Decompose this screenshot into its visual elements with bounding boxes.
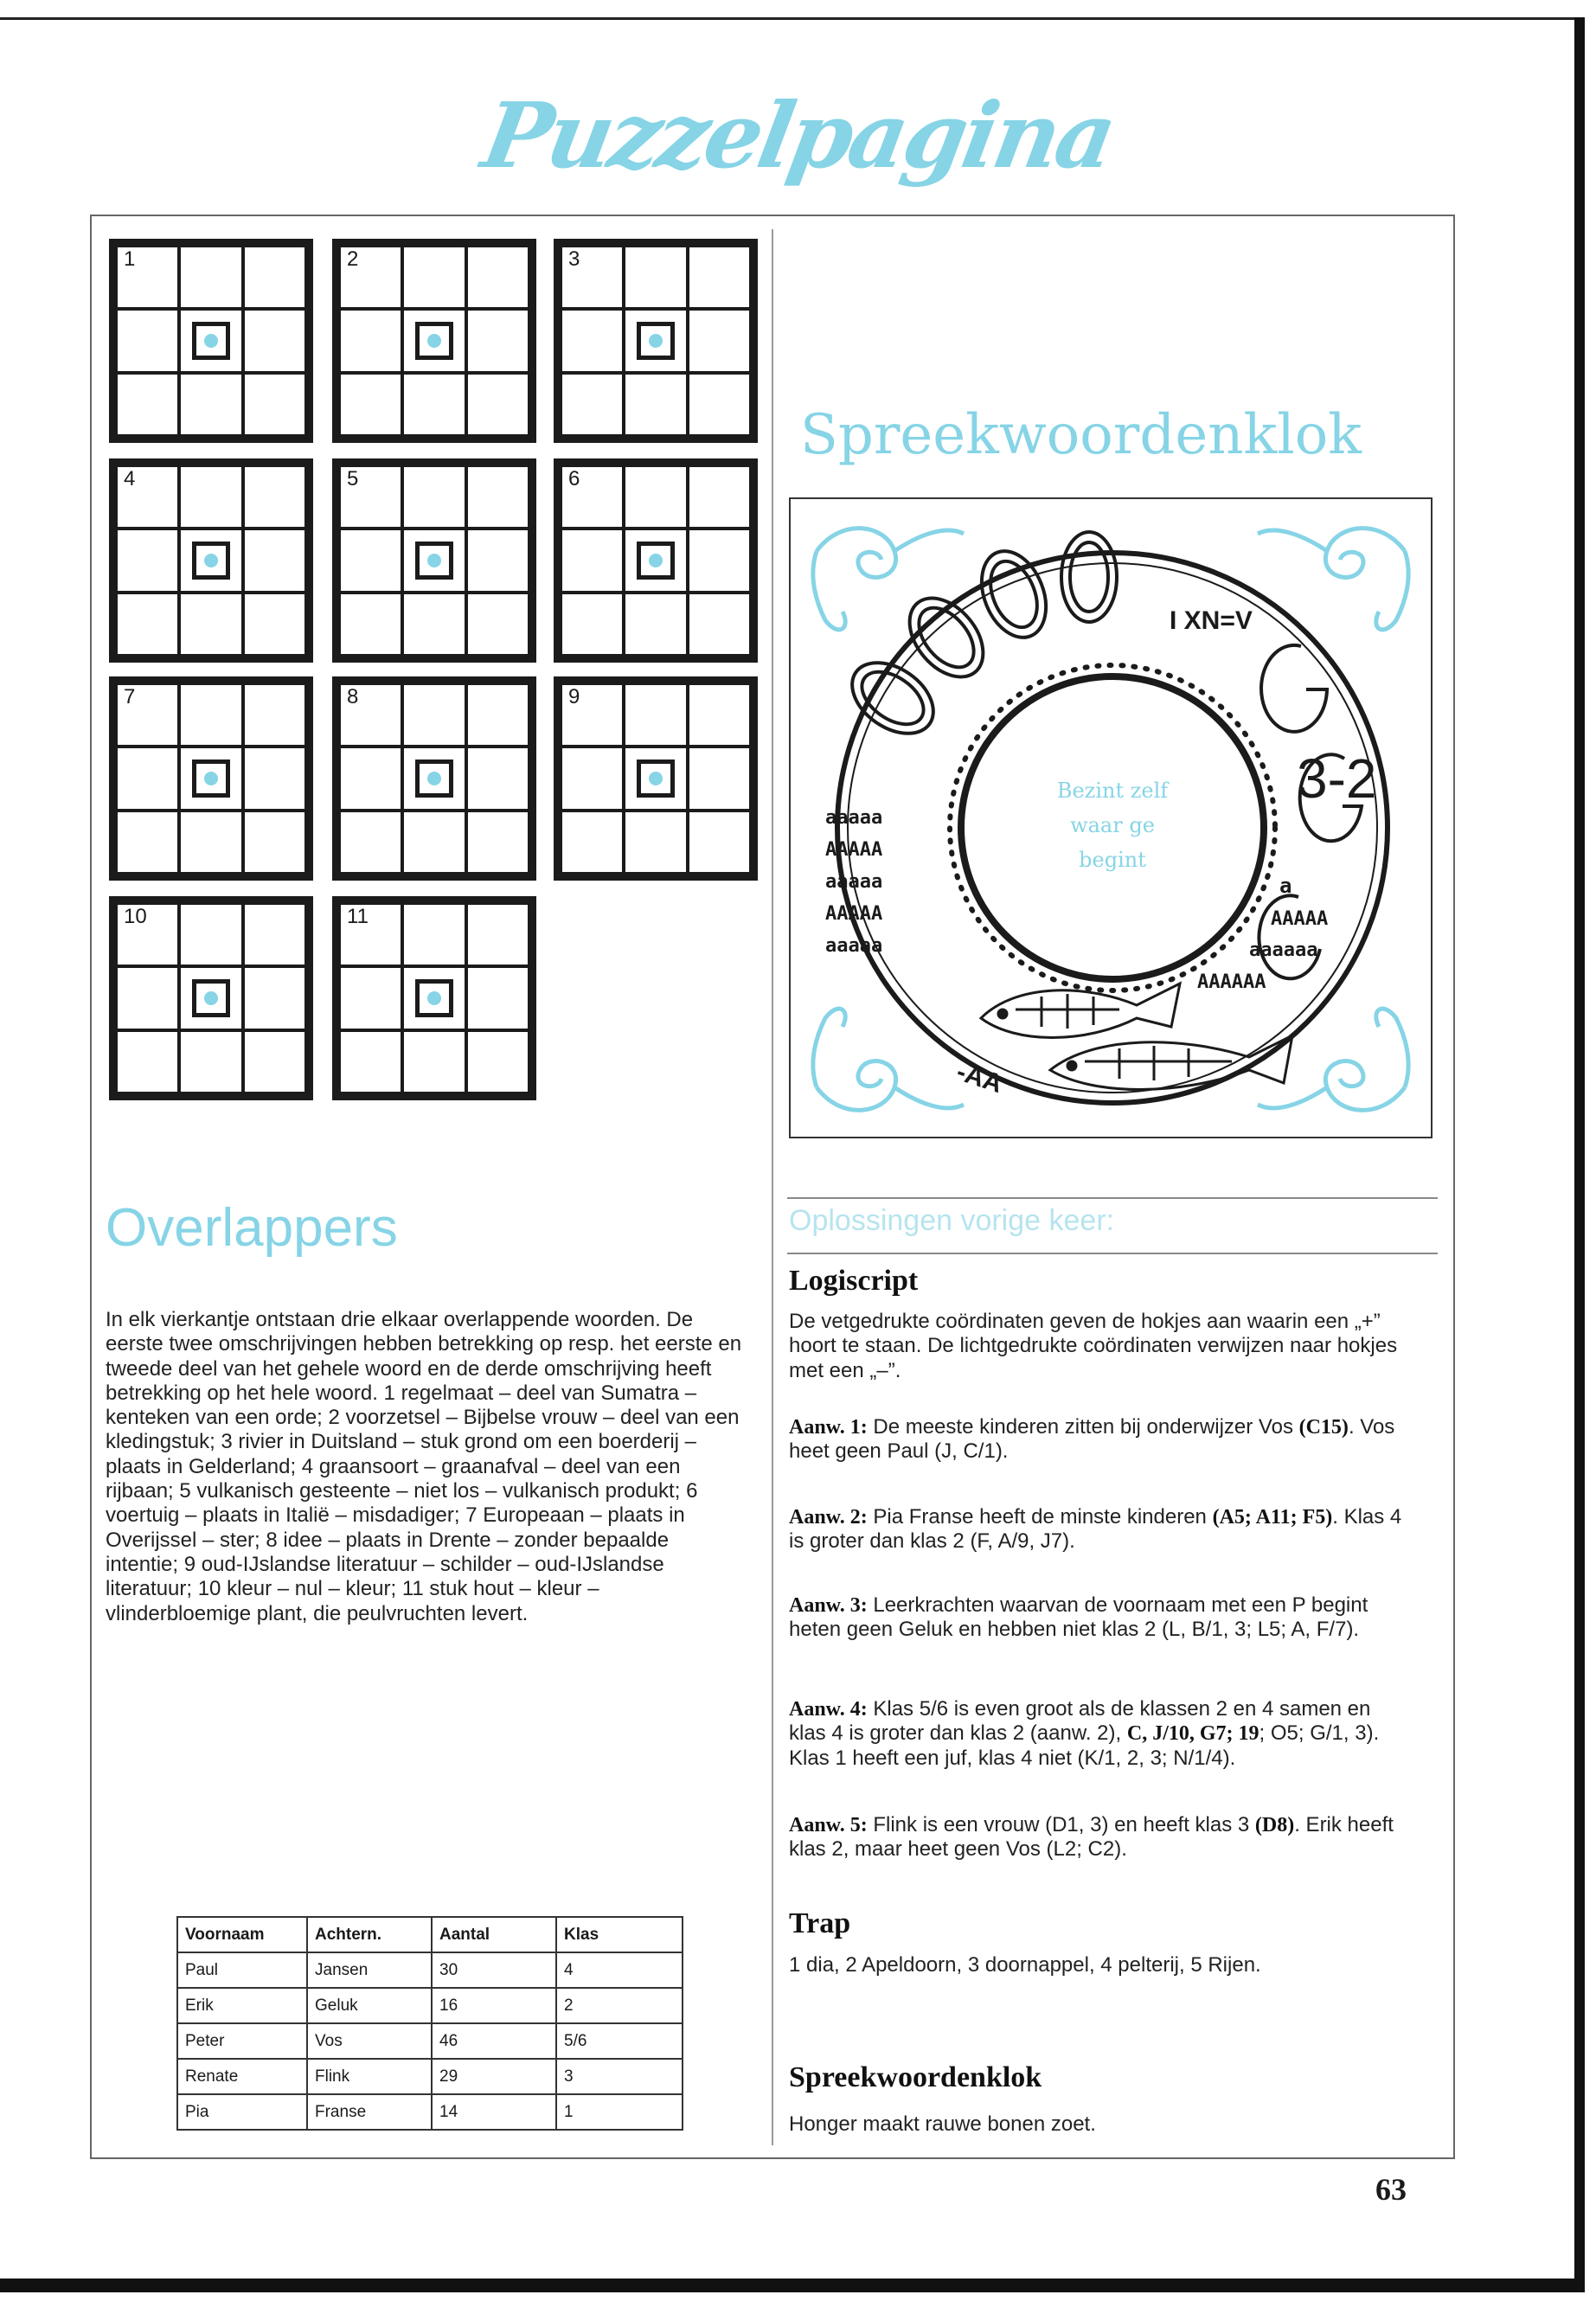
rebus-right-a: a xyxy=(1279,874,1292,898)
grid-cell xyxy=(688,747,751,810)
grid-cell xyxy=(466,246,529,309)
column-divider xyxy=(772,229,773,2145)
grid-cell xyxy=(561,593,624,656)
grid-cell xyxy=(466,465,529,529)
center-dot-icon xyxy=(204,991,218,1005)
grid-cell xyxy=(179,373,242,436)
rebus-left-row: aaaaa xyxy=(825,871,883,893)
table-row xyxy=(177,1952,683,1988)
grid-cell xyxy=(339,309,402,372)
center-dot-icon xyxy=(649,554,663,567)
table-cell: Erik xyxy=(177,1988,307,2023)
table-row xyxy=(177,2059,683,2094)
rebus-letter-o-inner xyxy=(908,598,984,677)
table-cell: Franse xyxy=(307,2094,432,2130)
rebus-right-row: AAAAAA xyxy=(1197,971,1266,993)
grid-cell xyxy=(466,903,529,966)
table-cell: Paul xyxy=(177,1952,307,1988)
rebus-top: I XN=V xyxy=(1170,606,1253,635)
ornament-icon xyxy=(1258,529,1405,578)
center-dot-icon xyxy=(649,772,663,785)
hint-paragraph xyxy=(789,1505,1407,1554)
grid-center-cell xyxy=(402,309,465,372)
hint-text: De meeste kinderen zitten bij onderwijzer Vos xyxy=(873,1415,1293,1439)
page-number: 63 xyxy=(1375,2172,1407,2207)
table-cell: 2 xyxy=(556,1988,683,2023)
page-edge-right xyxy=(1574,17,1585,2292)
grid-cell xyxy=(116,1030,179,1093)
grid-cell xyxy=(243,903,306,966)
rebus-left-row: AAAAA xyxy=(825,903,883,925)
grid-cell xyxy=(339,593,402,656)
hint-coordinates: (C15) xyxy=(1298,1416,1349,1439)
center-dot-icon xyxy=(204,772,218,785)
clock-center-text: waar ge xyxy=(1070,813,1155,837)
grid-cell xyxy=(466,373,529,436)
table-cell: 29 xyxy=(432,2059,556,2094)
grid-cell xyxy=(116,811,179,874)
hint-text: Pia Franse heeft de minste kinderen xyxy=(873,1505,1207,1529)
hint-text: Flink is een vrouw (D1, 3) en heeft klas 3 xyxy=(873,1813,1250,1836)
grid-number: 10 xyxy=(121,905,150,929)
grid-cell xyxy=(243,1030,306,1093)
hint-label: Aanw. 3: xyxy=(789,1594,868,1617)
spreekwoord-heading: Spreekwoordenklok xyxy=(789,2061,1042,2093)
grid-number: 2 xyxy=(344,247,361,272)
grid-center-cell xyxy=(179,966,242,1029)
rebus-left-row: AAAAA xyxy=(825,839,883,861)
grid-cell xyxy=(243,683,306,747)
grid-cell xyxy=(624,593,687,656)
grid-cell xyxy=(116,373,179,436)
hint-paragraph xyxy=(789,1813,1407,1862)
table-cell: Flink xyxy=(307,2059,432,2094)
overlappers-clues: 1 regelmaat – deel van Sumatra – kenteken van een orde; 2 voorzetsel – Bijbelse vrouw – deel van een kledingstuk; 3 rivier in Duitsland – stuk grond om een boerderij – plaats in Gelderland; 4 graansoort – graanafval – deel van een rijbaan; 5 vulkanisch gesteente – niet los – vulkanisch produkt; 6 voertuig – plaats in Italië – misdadiger; 7 Europeaan – plaats in Overijssel – ster; 8 idee – plaats in Drente – zonder bepaalde intentie; 9 oud-IJslandse literatuur – schilder – oud-IJslandse literatuur; 10 kleur – nul – kleur; 11 stuk hout – kleur – vlinderbloemige plant, die peulvruchten levert. xyxy=(106,1381,740,1625)
grid-center-cell xyxy=(179,747,242,810)
solutions-title: Oplossingen vorige keer: xyxy=(789,1204,1115,1237)
spreekwoordenklok-title: Spreekwoordenklok xyxy=(800,403,1362,467)
grid-number: 5 xyxy=(344,467,361,491)
rebus-right: 3-2 xyxy=(1297,747,1377,810)
grid-cell xyxy=(561,309,624,372)
table-cell: 30 xyxy=(432,1952,556,1988)
grid-center-cell xyxy=(402,747,465,810)
puzzle-grid xyxy=(554,676,758,881)
grid-number: 1 xyxy=(121,247,138,272)
grid-cell xyxy=(402,246,465,309)
grid-cell xyxy=(243,529,306,592)
grid-cell xyxy=(402,811,465,874)
rebus-letter-o-inner xyxy=(852,661,933,734)
grid-cell xyxy=(466,747,529,810)
hint-paragraph xyxy=(789,1415,1407,1465)
center-dot-icon xyxy=(427,772,441,785)
grid-cell xyxy=(466,811,529,874)
table-row xyxy=(177,2023,683,2059)
hint-text-end: ; O5; G/1, 3). Klas 1 heeft een juf, klas 4 niet (K/1, 2, 3; N/1/4). xyxy=(789,1721,1380,1770)
grid-cell xyxy=(624,246,687,309)
hint-text-end: . Klas 4 is groter dan klas 2 (F, A/9, J7). xyxy=(789,1505,1402,1554)
grid-cell xyxy=(179,1030,242,1093)
table-cell: Peter xyxy=(177,2023,307,2059)
grid-cell xyxy=(402,593,465,656)
overlappers-intro: In elk vierkantje ontstaan drie elkaar overlappende woorden. De eerste twee omschrijvingen hebben betrekking op resp. het eerste en tweede deel van het gehele woord en de derde omschrijving heeft betrekking op het hele woord. xyxy=(106,1308,742,1405)
grid-cell xyxy=(466,683,529,747)
grid-cell xyxy=(179,903,242,966)
table-header: Aantal xyxy=(432,1917,556,1952)
table-cell: 14 xyxy=(432,2094,556,2130)
hint-paragraph xyxy=(789,1593,1407,1643)
hint-paragraph xyxy=(789,1697,1407,1771)
grid-cell xyxy=(179,593,242,656)
grid-number: 9 xyxy=(566,685,582,709)
grid-cell xyxy=(339,1030,402,1093)
grid-cell xyxy=(688,529,751,592)
ornament-icon xyxy=(1376,1009,1408,1087)
grid-cell xyxy=(402,465,465,529)
puzzle-grid xyxy=(332,239,536,443)
hint-text: Leerkrachten waarvan de voornaam met een P begint heten geen Geluk en hebben niet klas 2 (L, B/1, 3; L5; A, F/7). xyxy=(789,1593,1368,1642)
ornament-icon xyxy=(813,551,845,630)
grid-cell xyxy=(339,811,402,874)
ornament-icon xyxy=(817,529,964,578)
logiscript-intro: De vetgedrukte coördinaten geven de hokjes aan waarin een „+” hoort te staan. De lichtgedrukte coördinaten verwijzen naar hokjes met een „–”. xyxy=(789,1310,1398,1382)
table-header: Voornaam xyxy=(177,1917,307,1952)
grid-cell xyxy=(688,811,751,874)
overlappers-title: Overlappers xyxy=(106,1198,398,1258)
grid-center-cell xyxy=(179,529,242,592)
hint-text: Klas 5/6 is even groot als de klassen 2 en 4 samen en klas 4 is groter dan klas 2 (aanw. 2), xyxy=(789,1697,1371,1746)
puzzle-grid xyxy=(332,896,536,1100)
ornament-icon xyxy=(813,1009,845,1087)
ornament-icon xyxy=(1376,551,1408,630)
grid-number: 11 xyxy=(344,905,371,929)
center-dot-icon xyxy=(427,554,441,567)
grid-cell xyxy=(466,966,529,1029)
spreekwoord-text: Honger maakt rauwe bonen zoet. xyxy=(789,2112,1096,2136)
page-edge-top xyxy=(0,17,1585,20)
rebus-bottom: -AA xyxy=(952,1057,1006,1099)
grid-cell xyxy=(116,747,179,810)
grid-center-cell xyxy=(624,309,687,372)
puzzle-grid xyxy=(332,676,536,881)
hint-label: Aanw. 2: xyxy=(789,1506,868,1529)
table-cell: 16 xyxy=(432,1988,556,2023)
grid-cell xyxy=(688,309,751,372)
solution-table xyxy=(176,1916,683,2131)
rebus-letter-g xyxy=(1261,645,1327,732)
center-dot-icon xyxy=(427,991,441,1005)
grid-cell xyxy=(624,811,687,874)
ornament-icon xyxy=(817,1061,964,1111)
grid-number: 6 xyxy=(566,467,582,491)
grid-center-cell xyxy=(402,966,465,1029)
table-cell: 1 xyxy=(556,2094,683,2130)
hint-text-end: . Erik heeft klas 2, maar heet geen Vos (L2; C2). xyxy=(789,1813,1394,1862)
grid-number: 7 xyxy=(121,685,138,709)
grid-cell xyxy=(339,529,402,592)
grid-cell xyxy=(466,1030,529,1093)
grid-cell xyxy=(243,309,306,372)
page-title: Puzzelpagina xyxy=(475,82,1121,189)
center-dot-icon xyxy=(427,334,441,348)
grid-number: 4 xyxy=(121,467,138,491)
grid-cell xyxy=(116,966,179,1029)
center-dot-icon xyxy=(649,334,663,348)
hint-label: Aanw. 1: xyxy=(789,1416,868,1439)
table-cell: Vos xyxy=(307,2023,432,2059)
table-header: Achtern. xyxy=(307,1917,432,1952)
hint-coordinates: C, J/10, G7; 19 xyxy=(1126,1722,1259,1746)
table-cell: Jansen xyxy=(307,1952,432,1988)
grid-center-cell xyxy=(624,747,687,810)
grid-cell xyxy=(243,966,306,1029)
grid-number: 8 xyxy=(344,685,361,709)
rebus-right-row: AAAAA xyxy=(1271,908,1329,930)
trap-text: 1 dia, 2 Apeldoorn, 3 doornappel, 4 pelterij, 5 Rijen. xyxy=(789,1953,1261,1977)
table-row xyxy=(177,1988,683,2023)
fish-icon xyxy=(981,984,1180,1038)
grid-cell xyxy=(561,811,624,874)
table-cell: Geluk xyxy=(307,1988,432,2023)
grid-center-cell xyxy=(402,529,465,592)
puzzle-grid xyxy=(109,239,313,443)
table-header-row xyxy=(177,1917,683,1952)
table-header: Klas xyxy=(556,1917,683,1952)
trap-heading: Trap xyxy=(789,1907,851,1939)
grid-cell xyxy=(624,465,687,529)
table-cell: Pia xyxy=(177,2094,307,2130)
grid-cell xyxy=(402,373,465,436)
rebus-letter-o-inner xyxy=(982,554,1046,634)
puzzle-grid xyxy=(554,239,758,443)
grid-cell xyxy=(688,465,751,529)
grid-cell xyxy=(243,811,306,874)
grid-cell xyxy=(243,246,306,309)
grid-cell xyxy=(339,966,402,1029)
grid-cell xyxy=(402,683,465,747)
grid-cell xyxy=(624,373,687,436)
puzzle-grid xyxy=(109,896,313,1100)
grid-cell xyxy=(339,373,402,436)
grid-cell xyxy=(243,593,306,656)
hint-text-end: . Vos heet geen Paul (J, C/1). xyxy=(789,1415,1395,1464)
logiscript-heading: Logiscript xyxy=(789,1265,919,1297)
grid-cell xyxy=(624,683,687,747)
hint-label: Aanw. 4: xyxy=(789,1698,868,1721)
table-cell: Renate xyxy=(177,2059,307,2094)
puzzle-grid xyxy=(332,458,536,663)
grid-cell xyxy=(688,246,751,309)
rebus-left-row: aaaaa xyxy=(825,807,883,829)
grid-cell xyxy=(179,246,242,309)
grid-center-cell xyxy=(624,529,687,592)
grid-cell xyxy=(466,529,529,592)
grid-cell xyxy=(402,1030,465,1093)
hint-label: Aanw. 5: xyxy=(789,1814,868,1836)
grid-center-cell xyxy=(179,309,242,372)
grid-cell xyxy=(179,465,242,529)
puzzle-grid xyxy=(109,676,313,881)
grid-cell xyxy=(561,373,624,436)
ornament-icon xyxy=(1258,1061,1405,1111)
grid-cell xyxy=(688,593,751,656)
grid-cell xyxy=(179,683,242,747)
grid-cell xyxy=(561,747,624,810)
grid-cell xyxy=(339,747,402,810)
hint-coordinates: (D8) xyxy=(1254,1814,1295,1836)
grid-cell xyxy=(466,309,529,372)
center-dot-icon xyxy=(204,334,218,348)
overlappers-text xyxy=(106,1308,744,1626)
table-cell: 4 xyxy=(556,1952,683,1988)
grid-cell xyxy=(243,465,306,529)
puzzle-grid xyxy=(554,458,758,663)
spreekwoordenklok-puzzle xyxy=(789,497,1433,1138)
grid-cell xyxy=(243,747,306,810)
rebus-letter-o xyxy=(970,542,1058,647)
table-cell: 5/6 xyxy=(556,2023,683,2059)
grid-cell xyxy=(402,903,465,966)
grid-cell xyxy=(116,593,179,656)
grid-cell xyxy=(116,529,179,592)
center-dot-icon xyxy=(204,554,218,567)
clock-center-text: Bezint zelf xyxy=(1056,779,1169,803)
grid-cell xyxy=(561,529,624,592)
table-row xyxy=(177,2094,683,2130)
table-cell: 46 xyxy=(432,2023,556,2059)
clock-center-text: begint xyxy=(1079,848,1146,872)
grid-cell xyxy=(116,309,179,372)
table-cell: 3 xyxy=(556,2059,683,2094)
rebus-clock xyxy=(791,499,1431,1137)
rebus-right-row: aaaaaa xyxy=(1249,939,1318,961)
grid-cell xyxy=(688,373,751,436)
hint-coordinates: (A5; A11; F5) xyxy=(1212,1506,1333,1529)
puzzle-grid xyxy=(109,458,313,663)
page-edge-bottom xyxy=(0,2279,1585,2292)
grid-cell xyxy=(243,373,306,436)
rebus-left-row: aaaaa xyxy=(825,935,883,957)
grid-cell xyxy=(466,593,529,656)
grid-number: 3 xyxy=(566,247,582,272)
grid-cell xyxy=(688,683,751,747)
grid-cell xyxy=(179,811,242,874)
